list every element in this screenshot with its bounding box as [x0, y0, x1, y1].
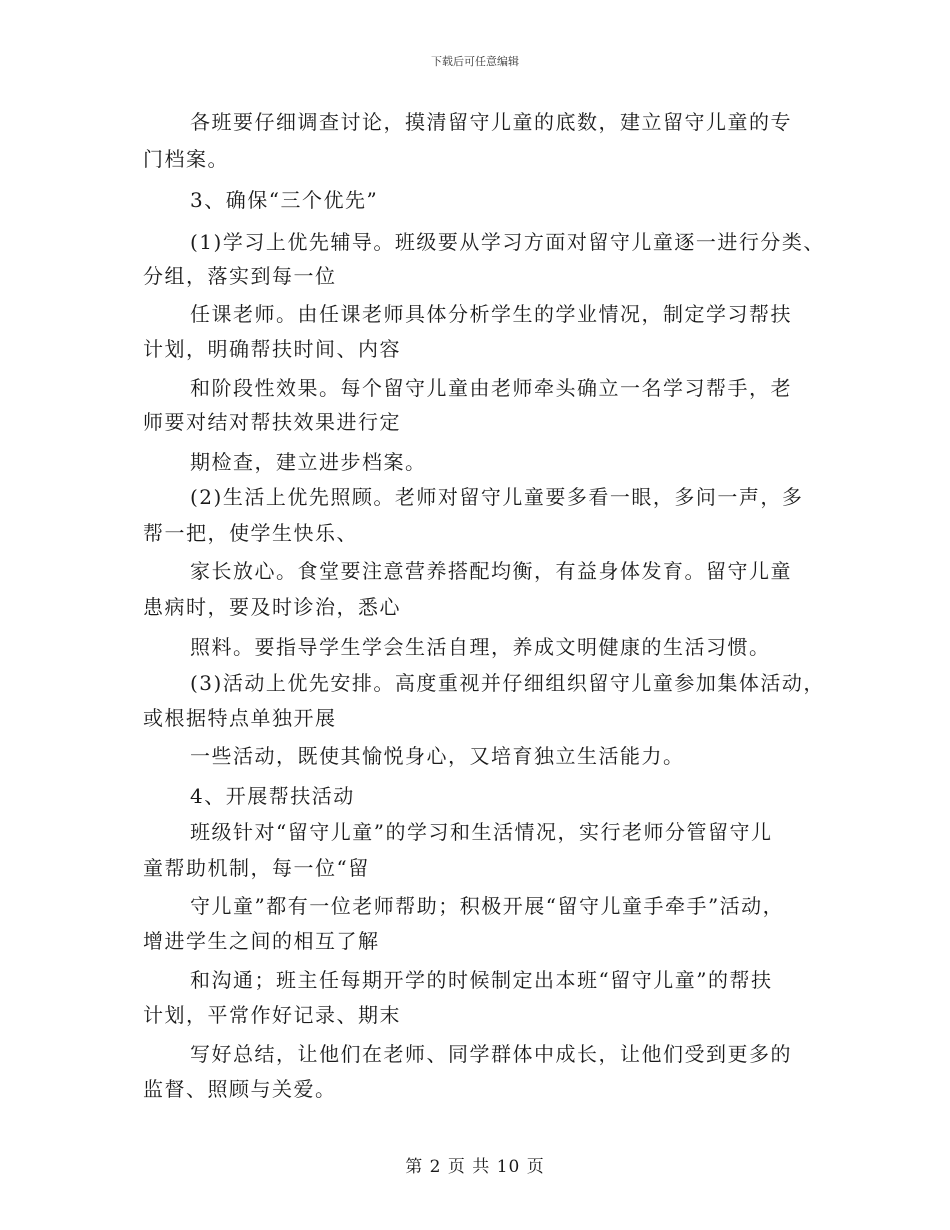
- text-line: 计划，明确帮扶时间、内容: [143, 337, 401, 361]
- text-line: 家长放心。食堂要注意营养搭配均衡，有益身体发育。留守儿童: [190, 559, 792, 583]
- text-line: 任课老师。由任课老师具体分析学生的学业情况，制定学习帮扶: [190, 302, 792, 326]
- text-line: 分组，落实到每一位: [143, 264, 337, 288]
- text-line: 师要对结对帮扶效果进行定: [143, 410, 401, 434]
- text-line: 各班要仔细调查讨论，摸清留守儿童的底数，建立留守儿童的专: [190, 110, 792, 134]
- text-line: 期检查，建立进步档案。: [190, 450, 427, 474]
- text-line: 或根据特点单独开展: [143, 706, 337, 730]
- page-number: 第 2 页 共 10 页: [405, 1157, 545, 1177]
- text-line: 监督、照顾与关爱。: [143, 1077, 337, 1101]
- text-line: 照料。要指导学生学会生活自理，养成文明健康的生活习惯。: [190, 635, 771, 659]
- text-line: (2)生活上优先照顾。老师对留守儿童要多看一眼，多问一声，多: [190, 485, 804, 509]
- text-line: 增进学生之间的相互了解: [143, 929, 380, 953]
- text-line: 3、确保“三个优先”: [190, 188, 379, 212]
- text-line: 童帮助机制，每一位“留: [143, 856, 370, 880]
- text-line: 4、开展帮扶活动: [190, 784, 355, 808]
- text-line: 写好总结，让他们在老师、同学群体中成长，让他们受到更多的: [190, 1042, 792, 1066]
- text-line: (3)活动上优先安排。高度重视并仔细组织留守儿童参加集体活动，: [190, 671, 825, 695]
- text-line: 计划，平常作好记录、期末: [143, 1003, 401, 1027]
- text-line: 门档案。: [143, 147, 229, 171]
- text-line: 患病时，要及时诊治，悉心: [143, 595, 401, 619]
- text-line: 一些活动，既使其愉悦身心，又培育独立生活能力。: [190, 744, 685, 768]
- text-line: 和沟通；班主任每期开学的时候制定出本班“留守儿童”的帮扶: [190, 968, 773, 992]
- text-line: 帮一把，使学生快乐、: [143, 521, 358, 545]
- text-line: 守儿童”都有一位老师帮助；积极开展“留守儿童手牵手”活动，: [190, 894, 785, 918]
- text-line: 班级针对“留守儿童”的学习和生活情况，实行老师分管留守儿: [190, 820, 773, 844]
- page-header-note: 下载后可任意编辑: [431, 55, 519, 68]
- text-line: 和阶段性效果。每个留守儿童由老师牵头确立一名学习帮手，老: [190, 376, 792, 400]
- text-line: (1)学习上优先辅导。班级要从学习方面对留守儿童逐一进行分类、: [190, 230, 825, 254]
